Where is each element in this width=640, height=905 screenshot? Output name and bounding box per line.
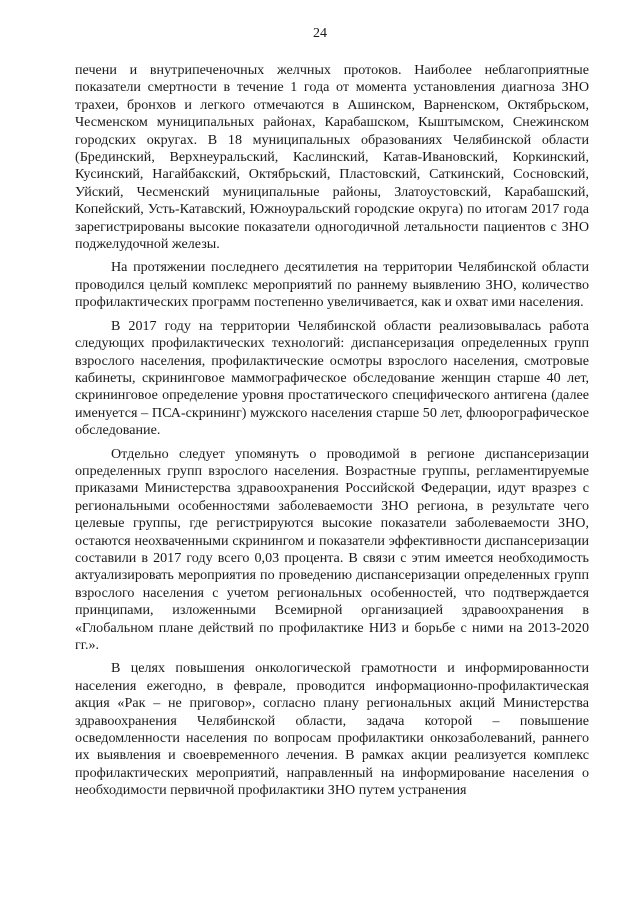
page-number: 24 xyxy=(313,26,327,41)
paragraph-4: Отдельно следует упомянуть о проводимой в регионе диспансеризации определенных групп взрослого населения. Возрастные группы, регламентируемые приказами Министерства здравоохранения Российской Федерации, идут вразрез с региональными особенностями заболеваемости ЗНО региона, в результате чего целевые группы, где регистрируются высокие показатели заболеваемости ЗНО, остаются неохваченными скринингом и показатели эффективности диспансеризации составили в 2017 году всего 0,03 процента. В связи с этим имеется необходимость актуализировать мероприятия по проведению диспансеризации определенных групп взрослого населения с учетом региональных особенностей, что подтверждается принципами, изложенными Всемирной организацией здравоохранения в «Глобальном плане действий по профилактике НИЗ и борьбе с ними на 2013-2020 гг.». xyxy=(75,445,589,653)
paragraph-2: На протяжении последнего десятилетия на территории Челябинской области проводился целый комплекс мероприятий по раннему выявлению ЗНО, количество профилактических программ постепенно увеличивается, как и охват ими населения. xyxy=(75,259,589,311)
paragraph-3: В 2017 году на территории Челябинской области реализовывалась работа следующих профилактических технологий: диспансеризация определенных групп взрослого населения, профилактические осмотры взрослого населения, смотровые кабинеты, скрининговое маммографическое обследование женщин старше 40 лет, скрининговое определение уровня простатического специфического антигена (далее именуется – ПСА-скрининг) мужского населения старше 50 лет, флюорографическое обследование. xyxy=(75,317,589,439)
body-text xyxy=(75,62,589,806)
paragraph-5: В целях повышения онкологической грамотности и информированности населения ежегодно, в феврале, проводится информационно-профилактическая акция «Рак – не приговор», согласно плану региональных акций Министерства здравоохранения Челябинской области, задача которой – повышение осведомленности населения по вопросам профилактики онкозаболеваний, раннего их выявления и своевременного лечения. В рамках акции реализуется комплекс профилактических мероприятий, направленный на информирование населения о необходимости первичной профилактики ЗНО путем устранения xyxy=(75,660,589,799)
paragraph-1: печени и внутрипеченочных желчных протоков. Наиболее неблагоприятные показатели смертности в течение 1 года от момента установления диагноза ЗНО трахеи, бронхов и легкого отмечаются в Ашинском, Варненском, Октябрьском, Чесменском муниципальных районах, Карабашском, Кыштымском, Снежинском городских округах. В 18 муниципальных образованиях Челябинской области (Брединский, Верхнеуральский, Каслинский, Катав-Ивановский, Коркинский, Кусинский, Нагайбакский, Октябрьский, Пластовский, Саткинский, Сосновский, Уйский, Чесменский муниципальные районы, Златоустовский, Карабашский, Копейский, Усть-Катавский, Южноуральский городские округа) по итогам 2017 года зарегистрированы высокие показатели одногодичной летальности пациентов с ЗНО поджелудочной железы. xyxy=(75,62,589,253)
